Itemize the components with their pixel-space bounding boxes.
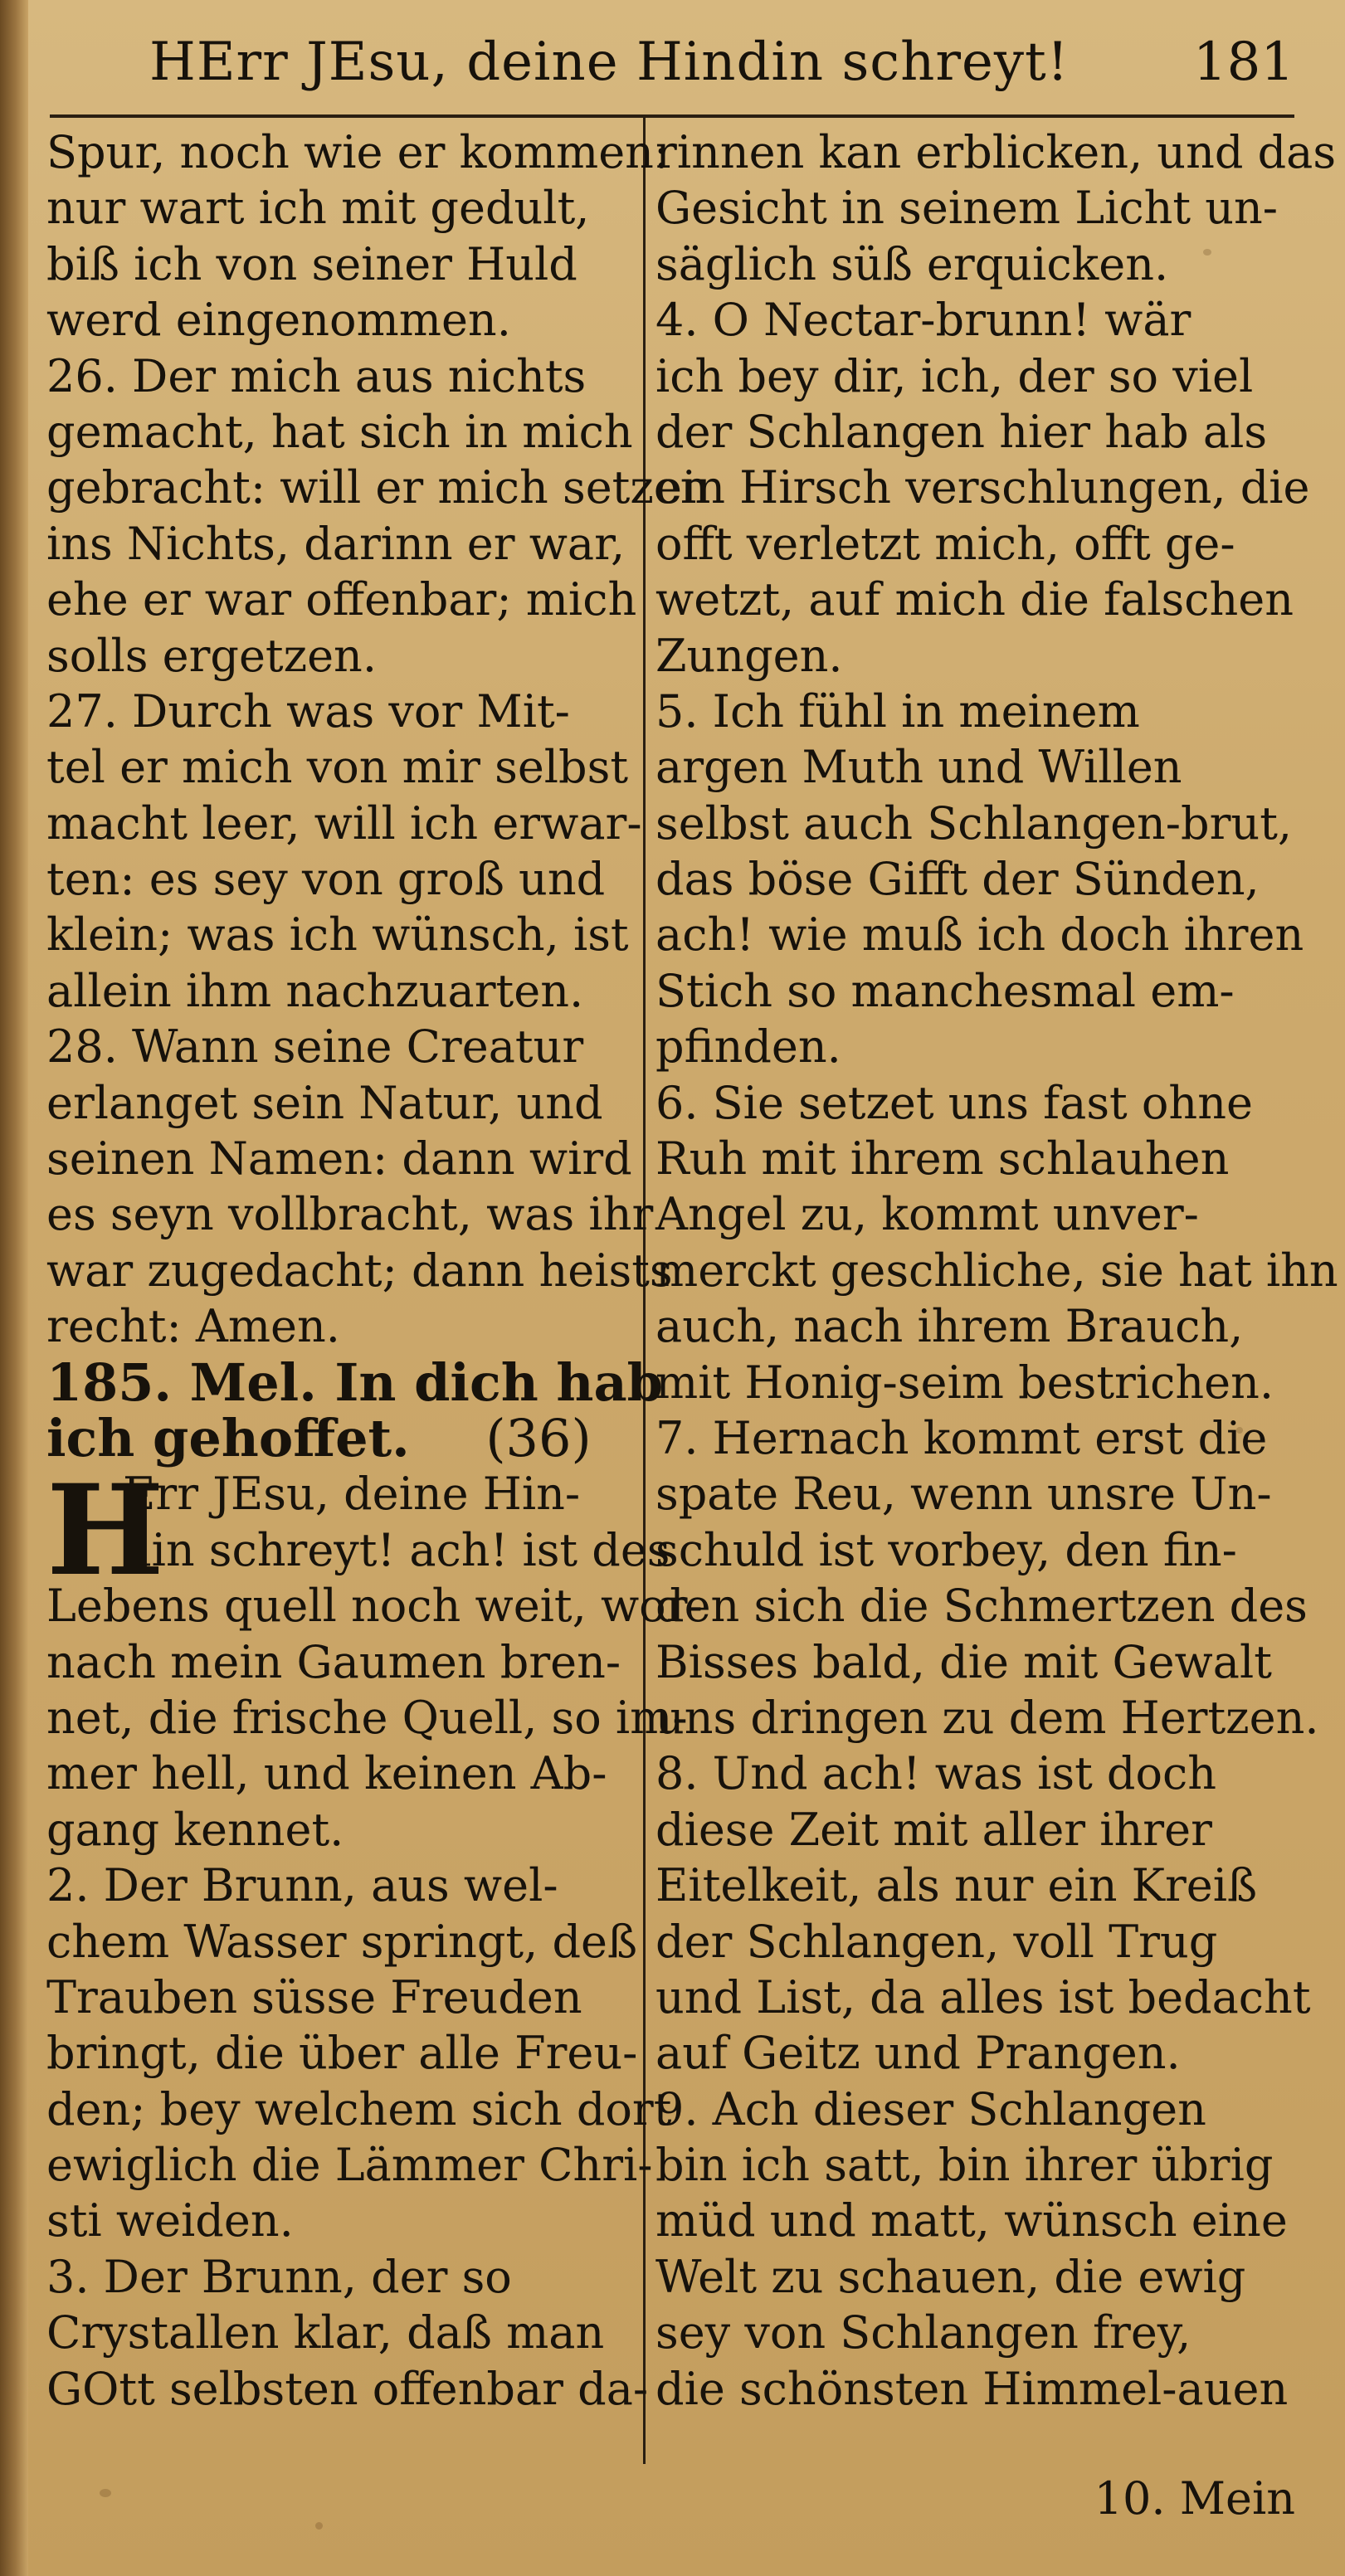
hymn-first-line-1: Err JEsu, deine Hin-: [123, 1468, 581, 1521]
hymn-text-line: chem Wasser springt, deß: [46, 1915, 638, 1968]
text-line: pfinden.: [655, 1020, 841, 1074]
hymn-lines: [46, 1578, 703, 2417]
hymn-text-line: ewiglich die Lämmer Chri-: [46, 2139, 653, 2192]
text-line: auf Geitz und Prangen.: [655, 2027, 1181, 2080]
text-line: werd eingenommen.: [46, 294, 511, 347]
text-line: war zugedacht; dann heists: [46, 1244, 673, 1297]
text-line: 6. Sie setzet uns fast ohne: [655, 1076, 1253, 1129]
page-number: 181: [1192, 32, 1294, 93]
text-line: Spur, noch wie er kommen:: [46, 126, 670, 178]
right-column-lines: [655, 124, 1338, 2417]
text-line: es seyn vollbracht, was ihr: [46, 1188, 654, 1241]
text-line: 9. Ach dieser Schlangen: [655, 2082, 1206, 2135]
text-line: seinen Namen: dann wird: [46, 1132, 632, 1186]
text-line: mit Honig-seim bestrichen.: [655, 1356, 1274, 1409]
text-line: diese Zeit mit aller ihrer: [655, 1803, 1212, 1856]
text-line: ins Nichts, darinn er war,: [46, 517, 626, 570]
hymn-first-line-2: din schreyt! ach! ist des: [123, 1523, 670, 1576]
hymn-melody-reference: (36): [485, 1407, 592, 1468]
text-line: merckt geschliche, sie hat ihn: [655, 1244, 1338, 1297]
text-line: klein; was ich wünsch, ist: [46, 908, 629, 962]
dropcap-letter: H: [46, 1458, 164, 1604]
hymn-melody: Mel. In dich hab: [189, 1351, 663, 1413]
text-line: argen Muth und Willen: [655, 741, 1182, 794]
left-column-lines: [46, 124, 709, 1355]
paper-speckle: [1236, 1427, 1243, 1434]
text-line: selbst auch Schlangen-brut,: [655, 796, 1293, 850]
text-line: den sich die Schmertzen des: [655, 1580, 1308, 1633]
text-line: das böse Gifft der Sünden,: [655, 853, 1260, 906]
text-line: der Schlangen hier hab als: [655, 405, 1268, 458]
text-line: 26. Der mich aus nichts: [46, 349, 587, 402]
text-line: 27. Durch was vor Mit-: [46, 684, 570, 738]
hymn-text-line: mer hell, und keinen Ab-: [46, 1747, 607, 1800]
text-line: ich bey dir, ich, der so viel: [655, 349, 1254, 402]
text-line: Bisses bald, die mit Gewalt: [655, 1635, 1272, 1688]
text-line: ein Hirsch verschlungen, die: [655, 461, 1310, 514]
page-header: [50, 32, 1294, 111]
text-line: ehe er war offenbar; mich: [46, 573, 637, 626]
text-line: die schönsten Himmel-auen: [655, 2362, 1289, 2415]
hymn-text-line: Trauben süsse Freuden: [46, 1970, 582, 2023]
text-line: gebracht: will er mich setzen: [46, 461, 709, 514]
text-line: sey von Schlangen frey,: [655, 2306, 1191, 2359]
text-line: nur wart ich mit gedult,: [46, 182, 590, 235]
hymn-text-line: nach mein Gaumen bren-: [46, 1635, 621, 1688]
hymn-text-line: gang kennet.: [46, 1803, 344, 1856]
text-line: Welt zu schauen, die ewig: [655, 2250, 1246, 2303]
text-line: müd und matt, wünsch eine: [655, 2194, 1288, 2247]
text-line: 8. Und ach! was ist doch: [655, 1747, 1217, 1800]
text-line: Stich so manchesmal em-: [655, 964, 1235, 1017]
text-line: erlanget sein Natur, und: [46, 1076, 603, 1129]
catchword: 10. Mein: [1094, 2472, 1295, 2525]
hymn-text-line: 2. Der Brunn, aus wel-: [46, 1859, 558, 1912]
text-line: offt verletzt mich, offt ge-: [655, 517, 1235, 570]
hymn-heading-line-1: [46, 1351, 663, 1413]
hymn-text-line: 3. Der Brunn, der so: [46, 2250, 512, 2303]
text-line: bin ich satt, bin ihrer übrig: [655, 2139, 1274, 2192]
text-line: 7. Hernach kommt erst die: [655, 1411, 1268, 1464]
hymn-text-line: den; bey welchem sich dort: [46, 2082, 672, 2135]
text-line: rinnen kan erblicken, und das: [655, 126, 1337, 178]
hymn-text-line: Crystallen klar, daß man: [46, 2306, 605, 2359]
text-line: Angel zu, kommt unver-: [655, 1188, 1199, 1241]
text-line: Gesicht in seinem Licht un-: [655, 182, 1279, 235]
paper-speckle: [1203, 249, 1211, 256]
running-head: HErr JEsu, deine Hindin schreyt!: [149, 32, 1070, 93]
left-column: [46, 124, 709, 2415]
text-line: uns dringen zu dem Hertzen.: [655, 1691, 1319, 1744]
text-line: auch, nach ihrem Brauch,: [655, 1300, 1244, 1353]
text-line: und List, da alles ist bedacht: [655, 1970, 1311, 2023]
text-line: gemacht, hat sich in mich: [46, 405, 633, 458]
text-line: der Schlangen, voll Trug: [655, 1915, 1218, 1968]
text-line: Ruh mit ihrem schlauhen: [655, 1132, 1230, 1186]
text-line: recht: Amen.: [46, 1300, 340, 1353]
text-line: Zungen.: [655, 629, 843, 682]
text-line: 5. Ich fühl in meinem: [655, 684, 1140, 738]
text-line: schuld ist vorbey, den fin-: [655, 1523, 1237, 1576]
hymn-text-line: net, die frische Quell, so im-: [46, 1691, 688, 1744]
hymn-text-line: GOtt selbsten offenbar da-: [46, 2362, 649, 2415]
header-rule: [50, 114, 1294, 118]
hymn-text-line: bringt, die über alle Freu-: [46, 2027, 638, 2080]
right-column: [655, 124, 1338, 2415]
text-line: ach! wie muß ich doch ihren: [655, 908, 1304, 962]
text-line: wetzt, auf mich die falschen: [655, 573, 1294, 626]
text-line: Eitelkeit, als nur ein Kreiß: [655, 1859, 1258, 1912]
hymn-number: 185.: [46, 1351, 173, 1413]
text-line: tel er mich von mir selbst: [46, 741, 629, 794]
paper-speckle: [315, 2522, 323, 2530]
hymn-text-line: sti weiden.: [46, 2194, 294, 2247]
text-line: spate Reu, wenn unsre Un-: [655, 1468, 1272, 1521]
paper-speckle: [100, 2489, 111, 2497]
hymn-text-line: Lebens quell noch weit, wor-: [46, 1580, 703, 1633]
hymn-melody-continued: ich gehoffet.: [46, 1407, 410, 1468]
text-line: allein ihm nachzuarten.: [46, 964, 584, 1017]
text-line: macht leer, will ich erwar-: [46, 796, 642, 850]
text-line: 4. O Nectar-brunn! wär: [655, 294, 1191, 347]
page-spine-shadow: [0, 0, 28, 2576]
text-line: 28. Wann seine Creatur: [46, 1020, 584, 1074]
text-line: biß ich von seiner Huld: [46, 237, 577, 290]
text-line: ten: es sey von groß und: [46, 853, 606, 906]
text-line: solls ergetzen.: [46, 629, 377, 682]
text-line: säglich süß erquicken.: [655, 237, 1169, 290]
